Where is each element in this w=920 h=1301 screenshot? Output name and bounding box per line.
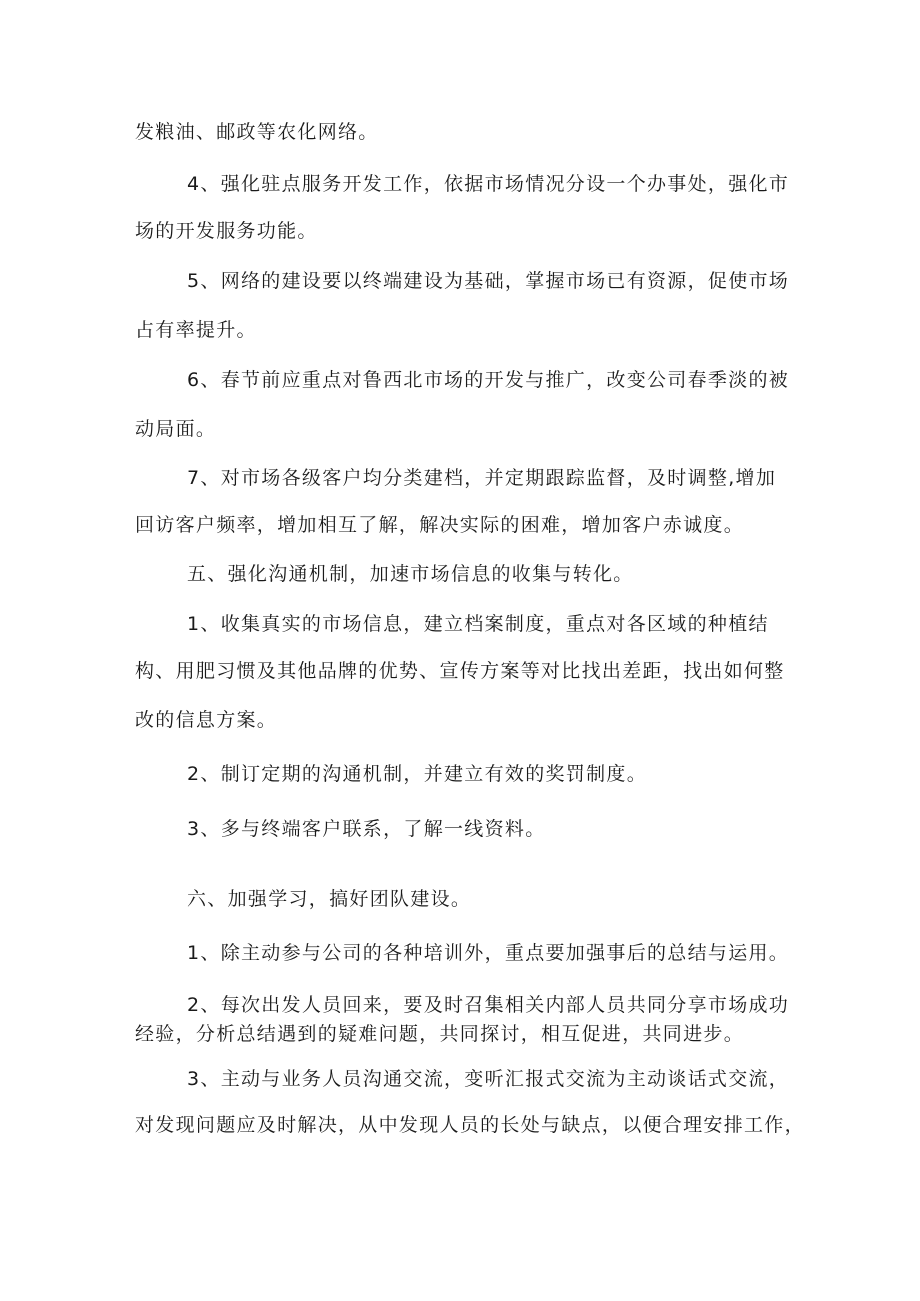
text-line: 构、用肥习惯及其他品牌的优势、宣传方案等对比找出差距，找出如何整 [135, 660, 785, 682]
text-line: 动局面。 [135, 418, 217, 440]
text-line: 发粮油、邮政等农化网络。 [135, 121, 379, 143]
text-line: 经验，分析总结遇到的疑难问题，共同探讨，相互促进，共同进步。 [135, 1023, 745, 1045]
text-line: 5、网络的建设要以终端建设为基础，掌握市场已有资源，促使市场 [187, 270, 790, 292]
text-line: 3、主动与业务人员沟通交流，变听汇报式交流为主动谈话式交流， [187, 1068, 790, 1090]
text-line: 2、制订定期的沟通机制，并建立有效的奖罚制度。 [187, 763, 647, 785]
text-line: 1、收集真实的市场信息，建立档案制度，重点对各区域的种植结 [187, 613, 769, 635]
section-heading: 六、加强学习，搞好团队建设。 [187, 888, 472, 910]
text-line: 占有率提升。 [135, 319, 257, 341]
text-line: 回访客户频率，增加相互了解，解决实际的困难，增加客户赤诚度。 [135, 514, 745, 536]
text-line: 1、除主动参与公司的各种培训外，重点要加强事后的总结与运用。 [187, 942, 790, 964]
text-line: 场的开发服务功能。 [135, 220, 318, 242]
text-line: 3、多与终端客户联系，了解一线资料。 [187, 818, 546, 840]
text-line: 4、强化驻点服务开发工作，依据市场情况分设一个办事处，强化市 [187, 173, 790, 195]
section-heading: 五、强化沟通机制，加速市场信息的收集与转化。 [187, 563, 634, 585]
text-line: 2、每次出发人员回来，要及时召集相关内部人员共同分享市场成功 [187, 994, 790, 1016]
text-line: 7、对市场各级客户均分类建档，并定期跟踪监督，及时调整,增加 [187, 467, 777, 489]
text-line: 对发现问题应及时解决，从中发现人员的长处与缺点，以便合理安排工作， [135, 1114, 805, 1136]
text-line: 6、春节前应重点对鲁西北市场的开发与推广，改变公司春季淡的被 [187, 369, 790, 391]
text-line: 改的信息方案。 [135, 709, 278, 731]
